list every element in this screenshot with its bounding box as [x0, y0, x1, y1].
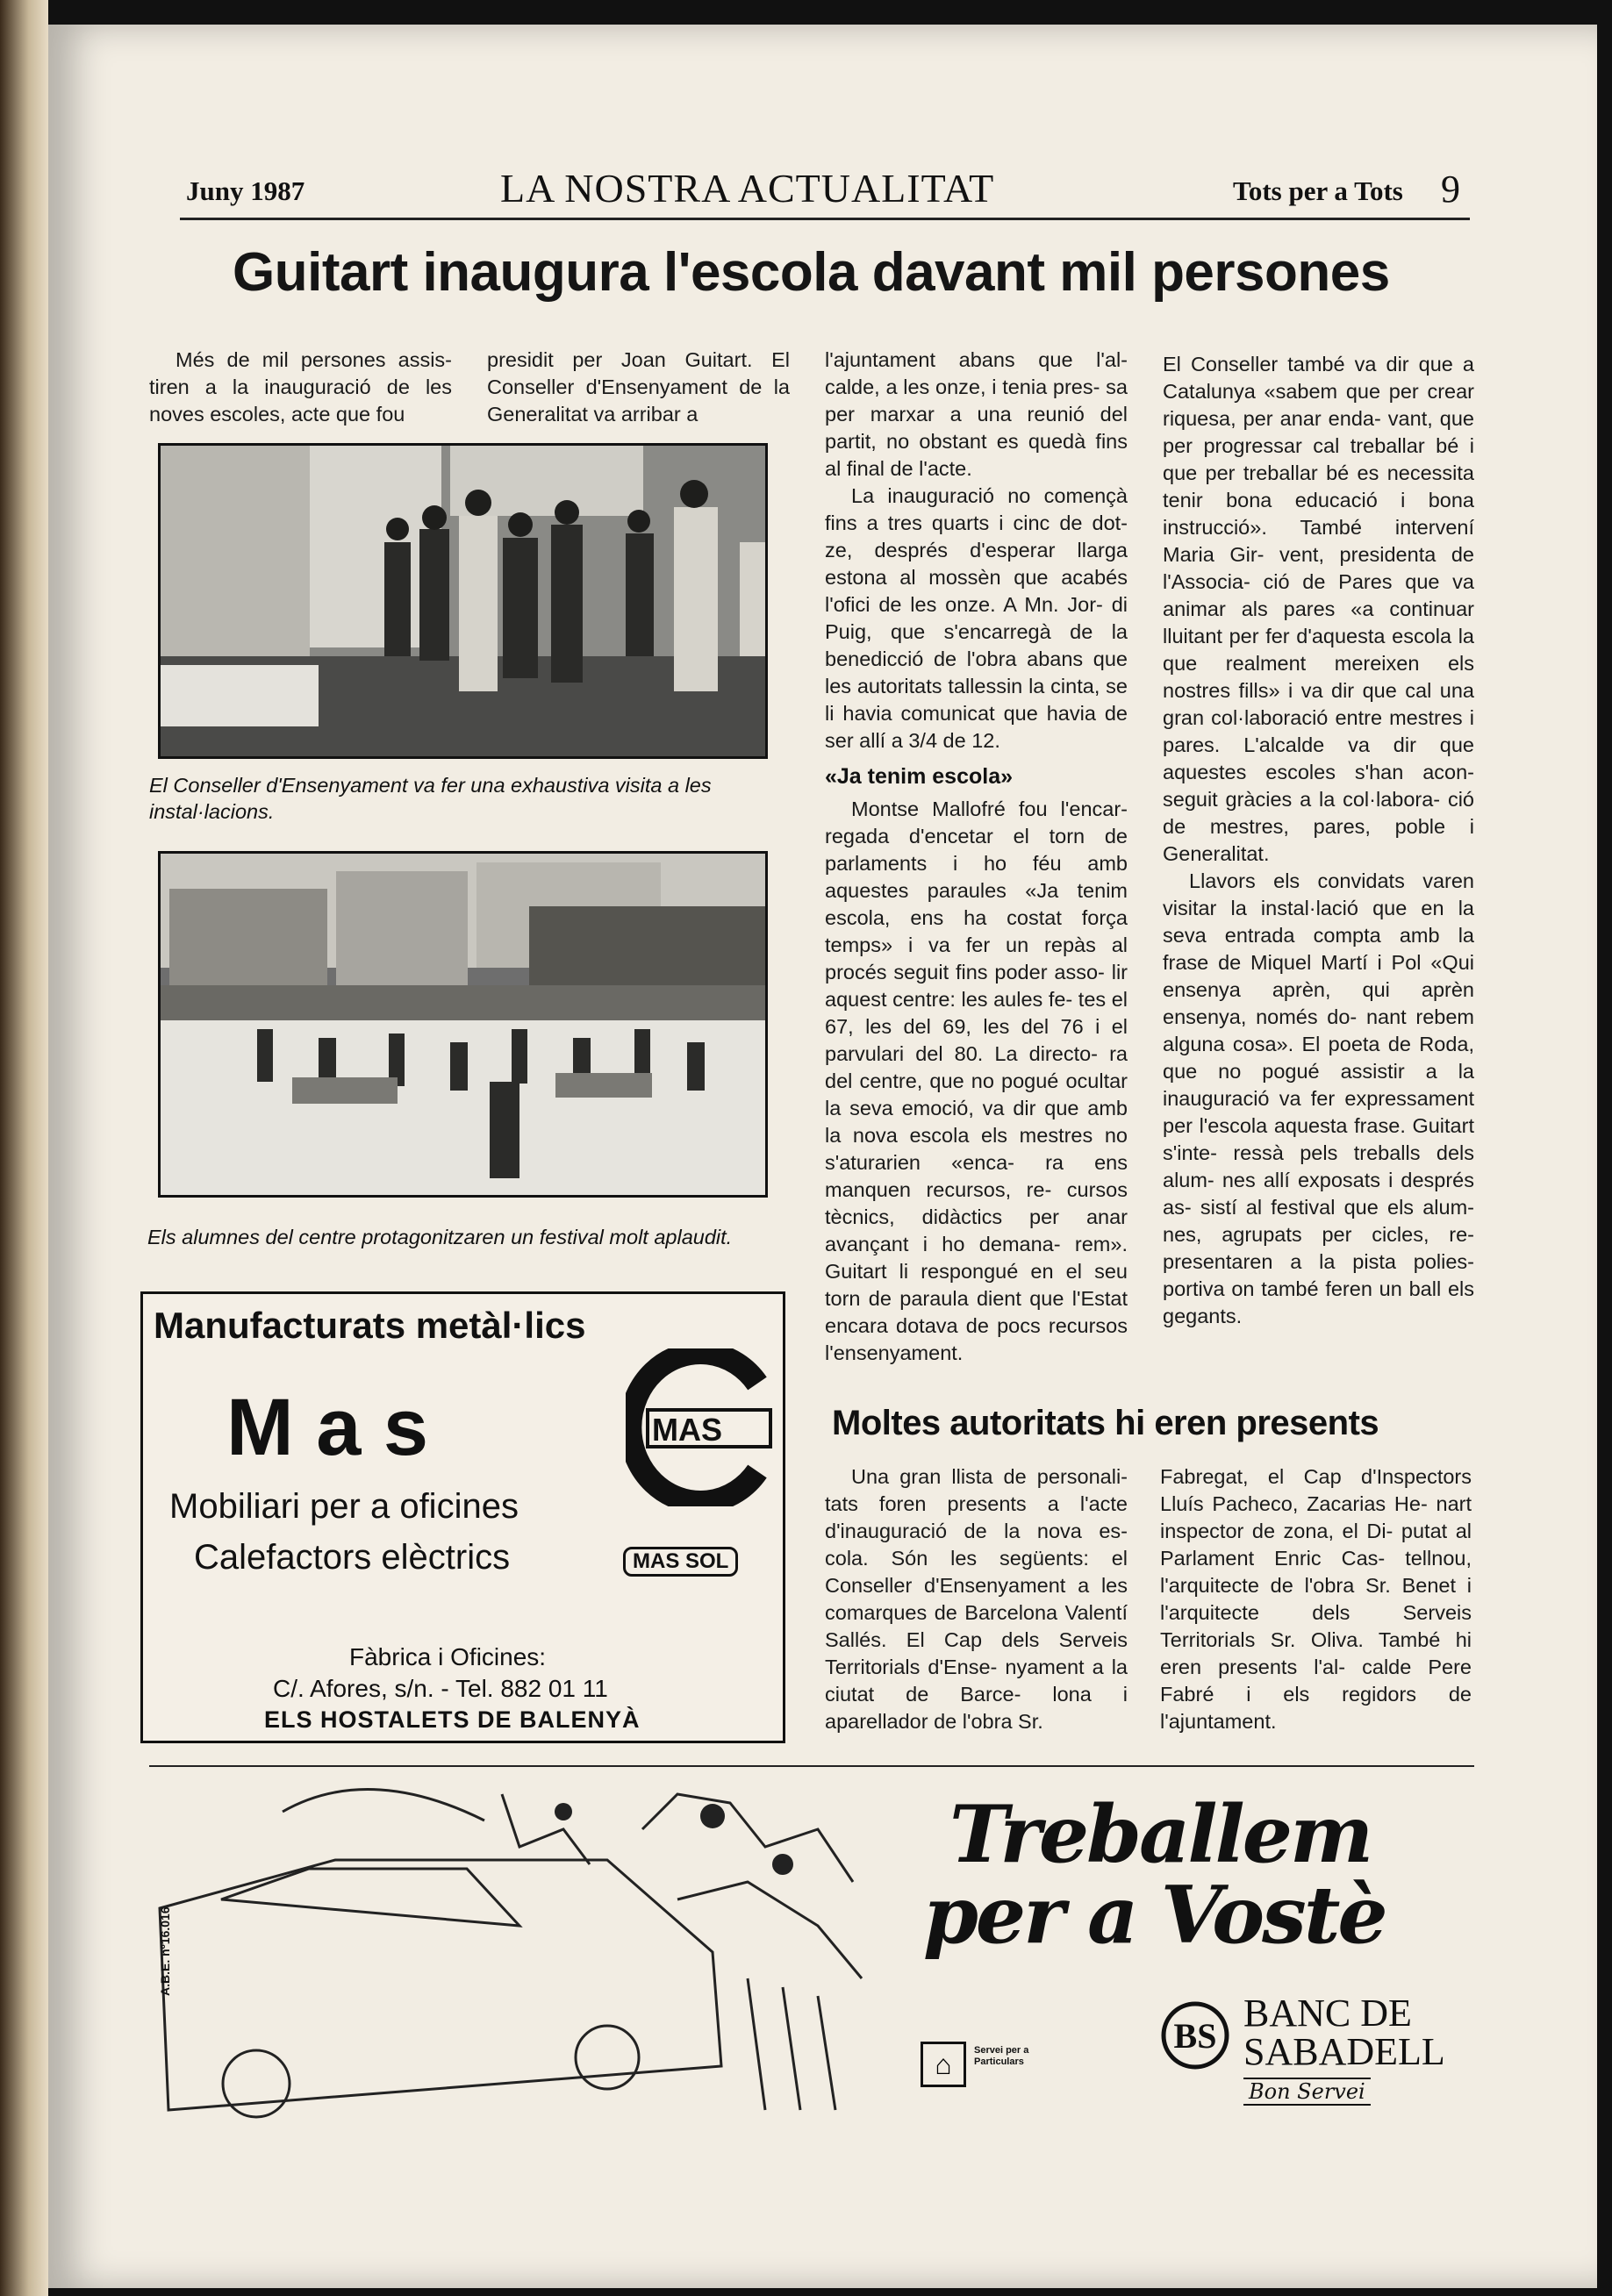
service-icon: ⌂ — [921, 2042, 966, 2087]
ad-bank — [151, 1777, 1476, 2128]
page-number: 9 — [1441, 168, 1460, 211]
mas-sol-badge: MAS SOL — [623, 1547, 738, 1577]
ad-bank-slogan-line2: per a Vostè — [923, 1869, 1386, 1962]
article-col2 — [487, 347, 790, 428]
photo-visit — [158, 443, 768, 759]
ad-bank-code: A.B.E. nº16.016 — [158, 1906, 172, 1996]
ad-bank-service — [974, 2045, 1028, 2068]
ad-mas-town: ELS HOSTALETS DE BALENYÀ — [264, 1706, 641, 1733]
service-line2: Particulars — [974, 2056, 1024, 2067]
article-headline: Guitart inaugura l'escola davant mil persones — [233, 242, 1390, 303]
ad-mas-brand: M a s — [226, 1383, 429, 1472]
paragraph: Una gran llista de personali- tats foren presents a l'acte d'inauguració de la nova es- cola. Són les següents: el Conseller d'Ensenyament a les comarques de Barcelona Valentí Sallés. El Cap dels Serveis Territorials d'Ense- nyament a la ciutat de Barce- lona i aparellador de l'obra Sr. — [825, 1465, 1128, 1733]
mas-logo — [626, 1348, 775, 1506]
ad-mas-line2: Calefactors elèctrics — [194, 1538, 511, 1577]
photo-visit-caption: El Conseller d'Ensenyament va fer una exhaustiva visita a les instal·lacions. — [149, 774, 712, 823]
photo-festival-caption: Els alumnes del centre protagonitzaren un festival molt aplaudit. — [147, 1226, 733, 1248]
book-spine — [0, 0, 48, 2296]
ad-bank-name — [1243, 1994, 1445, 2071]
bank-name-line2: SABADELL — [1243, 2030, 1445, 2073]
ad-mas-address: C/. Afores, s/n. - Tel. 882 01 11 — [273, 1675, 608, 1702]
header-rule — [180, 218, 1470, 220]
bank-name-line1: BANC DE — [1243, 1992, 1412, 2035]
paragraph: Montse Mallofré fou l'encar- regada d'encetar el torn de parlaments i ho féu amb aquestes paraules «Ja tenim escola, ens ha costat força temps» i va fer un repàs al procés seguit fins poder asso- lir aquest centre: les aules fe- tes el 67, les del 69, les del 76 i el parvulari del 80. La directo- ra del centre, que no pogué ocultar la seva emoció, va dir que amb la nova escola els mestres no s'aturarien «enca- ra ens manquen recursos, re- cursos tècnics, didàctics per anar avançant i ho demana- rem». Guitart li respongué en el seu torn de paraula dient que l'Estat encara dotava de pocs recursos l'ensenyament. — [825, 798, 1128, 1364]
photo-festival — [158, 851, 768, 1198]
photo-festival-image — [161, 854, 765, 1195]
article-col4 — [1163, 351, 1474, 1330]
paragraph: presidit per Joan Guitart. El Conseller d'Ensenyament de la Generalitat va arribar a — [487, 348, 790, 426]
photo-visit-image — [161, 446, 765, 756]
ad-mas-title: Manufacturats metàl·lics — [154, 1305, 586, 1346]
svg-text:BS: BS — [1173, 2016, 1217, 2056]
article-col3 — [825, 347, 1128, 1367]
ad-bank-slogan-line1: Treballem — [949, 1788, 1372, 1881]
ad-bank-illustration — [151, 1777, 870, 2128]
service-line1: Servei per a — [974, 2045, 1029, 2056]
section-title: LA NOSTRA ACTUALITAT — [500, 166, 995, 211]
issue-date: Juny 1987 — [186, 175, 305, 206]
banc-sabadell-logo-icon — [1160, 2000, 1230, 2071]
article-subhead: «Ja tenim escola» — [825, 764, 1014, 789]
banc-sabadell-logo — [1160, 2000, 1230, 2071]
ad-bank-tagline: Bon Servei — [1243, 2078, 1371, 2106]
sidebar-col1 — [825, 1463, 1128, 1735]
paragraph: l'ajuntament abans que l'al- calde, a les onze, i tenia pres- sa per marxar a una reunió del partit, no obstant es quedà fins al final de l'acte. — [825, 348, 1128, 480]
paragraph: Fabregat, el Cap d'Inspectors Lluís Pacheco, Zacarias He- nart inspector de zona, el Di- putat al Parlament Enric Cas- tellnou, l'arquitecte de l'obra Sr. Benet i l'arquitecte dels Serveis Territorials Sr. Oliva. També hi eren presents l'al- calde Pere Fabré i els regidors de l'ajuntament. — [1160, 1465, 1472, 1733]
sidebar-col2 — [1160, 1463, 1472, 1735]
sidebar-headline: Moltes autoritats hi eren presents — [832, 1404, 1379, 1442]
publication-name: Tots per a Tots — [1233, 175, 1403, 206]
article-col1 — [149, 347, 452, 428]
ad-bank-rule — [149, 1765, 1474, 1767]
ad-mas — [140, 1291, 785, 1743]
paragraph: El Conseller també va dir que a Catalunya «sabem que per crear riquesa, per anar enda- vant, que per progressar cal treballar bé i que per treballar bé es necessita tenir bona educació i bona instrucció». També intervení Maria Gir- vent, presidenta de l'Associa- ció de Pares que va animar als pares «a continuar lluitant per fer d'aquesta escola la que realment mereixen els nostres fills» i va dir que cal una gran col·laboració entre mestres i pares. L'alcalde va dir que aquestes escoles s'han acon- seguit gràcies a la col·labora- ció de mestres, pares, poble i Generalitat. — [1163, 353, 1474, 865]
ad-mas-factory-label: Fàbrica i Oficines: — [349, 1643, 547, 1670]
ad-mas-line1: Mobiliari per a oficines — [169, 1487, 519, 1526]
ad-bank-slogan — [923, 1788, 1386, 1962]
paragraph: La inauguració no començà fins a tres quarts i cinc de dot- ze, després d'esperar llarga estona al mossèn que acabés l'ofici de les onze. A Mn. Jor- di Puig, que s'encarregà de la benedicció de l'obra abans que les autoritats tallessin la cinta, se li havia comunicat que havia de ser allí a 3/4 de 12. — [825, 484, 1128, 752]
paragraph: Més de mil persones assis- tiren a la inauguració de les noves escoles, acte que fou — [149, 348, 452, 426]
mas-logo-text: MAS — [652, 1412, 722, 1448]
paragraph: Llavors els convidats varen visitar la instal·lació que en la seva entrada compta amb la frase de Miquel Martí i Pol «Qui ensenya aprèn, qui aprèn ensenya, només do- nant rebem alguna cosa». El poeta de Roda, que no pogué assistir a la inauguració va fer expressament per l'escola aquesta frase. Guitart s'inte- ressà pels treballs dels alum- nes allí exposats i després as- sistí al festival que els alum- nes, agrupats per cicles, re- presentaren a la pista polies- portiva on també feren un ball els gegants. — [1163, 869, 1474, 1327]
